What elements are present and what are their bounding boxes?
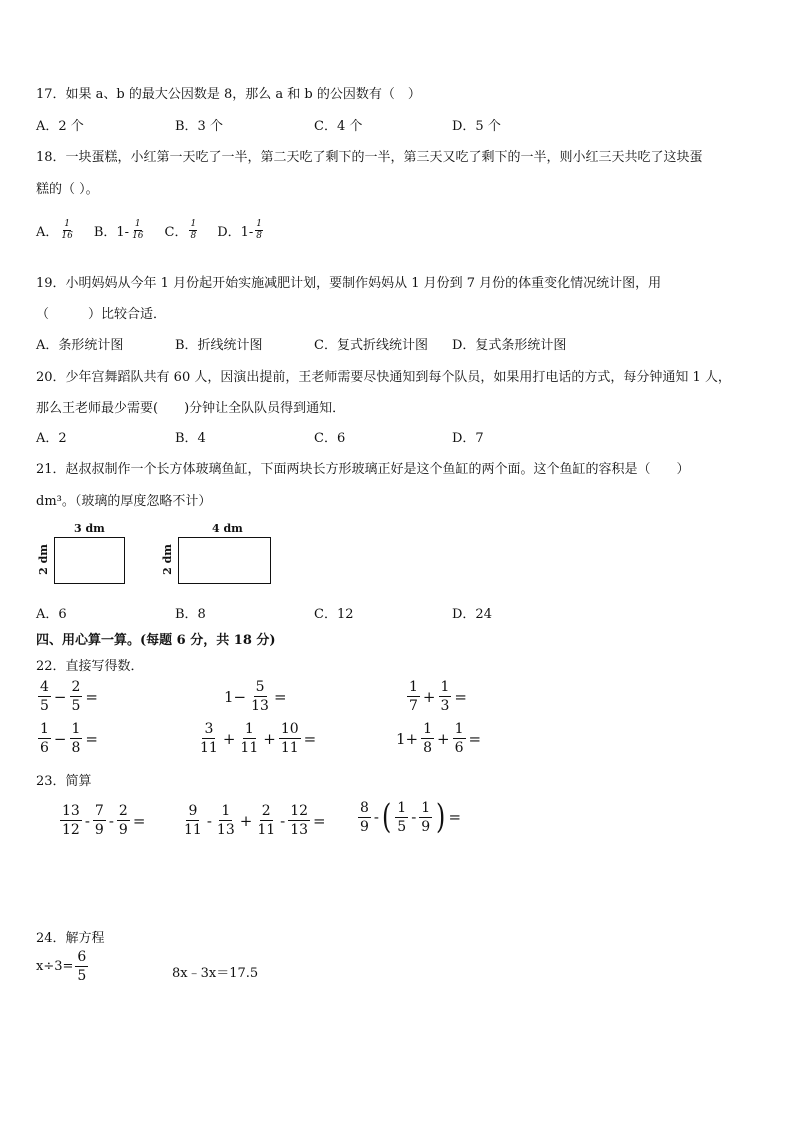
q19-option-b: B．折线统计图 — [175, 338, 263, 353]
q21-option-d: D．24 — [452, 607, 492, 622]
q18-option-c-fraction: $\frac{1}{8}$ — [190, 219, 197, 241]
q21-rect2-length-label: 4 dm — [212, 522, 243, 535]
q21-rect1-width-label: 2 dm — [36, 544, 50, 575]
q22-expr-1: $\frac{4}{5}$ − $\frac{2}{5}$ = — [40, 679, 98, 714]
q23-title: 23．简算 — [36, 774, 92, 789]
q18-option-b-label: B．1- — [93, 225, 130, 240]
q21-stem-line2: dm³。（玻璃的厚度忽略不计） — [36, 494, 212, 509]
q21-rect2-width-label: 2 dm — [160, 544, 174, 575]
q20-stem-line2: 那么王老师最少需要( )分钟让全队队员得到通知． — [36, 401, 346, 416]
q18-option-b-fraction: $\frac{1}{16}$ — [132, 219, 144, 241]
q19-stem-line2: （ ）比较合适． — [36, 307, 167, 322]
q20-stem-line1: 20．少年宫舞蹈队共有 60 人，因演出提前，王老师需要尽快通知到每个队员，如果用打电话的方式，每分钟通知 1 人， — [36, 370, 731, 385]
section-four-title: 四、用心算一算。(每题 6 分，共 18 分) — [36, 633, 276, 648]
q18-option-c-label: C． — [164, 225, 188, 240]
q22-title: 22．直接写得数． — [36, 659, 144, 674]
q24-title: 24．解方程 — [36, 931, 105, 946]
q23-expr-3: $\frac{8}{9}$ - ( $\frac{1}{5}$ - $\frac{1}{9}$ ) = — [360, 797, 462, 837]
q21-rect2 — [178, 537, 271, 584]
q17-option-d: D．5 个 — [452, 119, 501, 134]
q22-expr-2: 1− $\frac{5}{13}$ = — [224, 679, 287, 714]
q22-expr-4: $\frac{1}{6}$ − $\frac{1}{8}$ = — [40, 721, 98, 756]
q17-option-a: A．2 个 — [36, 119, 84, 134]
q18-options — [36, 220, 265, 241]
q21-rect1 — [54, 537, 125, 584]
q22-expr-6: 1+ $\frac{1}{8}$ + $\frac{1}{6}$ = — [396, 721, 482, 756]
q22-expr-3: $\frac{1}{7}$ + $\frac{1}{3}$ = — [409, 679, 467, 714]
q18-option-a-fraction: $\frac{1}{16}$ — [61, 219, 73, 241]
q23-expr-1: $\frac{13}{12}$ - $\frac{7}{9}$ - $\frac{2}{9}$ = — [62, 803, 146, 838]
q20-option-a: A．2 — [36, 431, 67, 446]
q17-option-b: B．3 个 — [175, 119, 223, 134]
q18-stem-line1: 18．一块蛋糕，小红第一天吃了一半，第二天吃了剩下的一半，第三天又吃了剩下的一半，则小红三天共吃了这块蛋 — [36, 150, 703, 165]
q19-option-c: C．复式折线统计图 — [314, 338, 428, 353]
q23-expr-2: $\frac{9}{11}$ - $\frac{1}{13}$ + $\frac{2}{11}$ - $\frac{12}{13}$ = — [184, 803, 326, 838]
q21-stem-line1: 21．赵叔叔制作一个长方体玻璃鱼缸，下面两块长方形玻璃正好是这个鱼缸的两个面。这个鱼缸的容积是（ ） — [36, 462, 690, 477]
q24-equation-1: x÷3= $\frac{6}{5}$ — [36, 949, 87, 984]
q17-option-c: C．4 个 — [314, 119, 363, 134]
q22-expr-5: $\frac{3}{11}$ + $\frac{1}{11}$ + $\frac{10}{11}$ = — [200, 721, 317, 756]
q18-option-d-label: D．1- — [217, 225, 254, 240]
q24-equation-2: 8x﹣3x＝17.5 — [172, 966, 259, 981]
q19-stem-line1: 19．小明妈妈从今年 1 月份起开始实施减肥计划，要制作妈妈从 1 月份到 7 月份的体重变化情况统计图，用 — [36, 276, 662, 291]
q17-stem: 17．如果 a、b 的最大公因数是 8，那么 a 和 b 的公因数有（ ） — [36, 87, 421, 102]
q21-option-c: C．12 — [314, 607, 354, 622]
q19-option-d: D．复式条形统计图 — [452, 338, 567, 353]
q20-option-b: B．4 — [175, 431, 206, 446]
q21-option-a: A．6 — [36, 607, 67, 622]
q20-option-c: C．6 — [314, 431, 346, 446]
q18-stem-line2: 糕的（ ）。 — [36, 182, 99, 197]
q18-option-a-label: A． — [36, 225, 59, 240]
q20-option-d: D．7 — [452, 431, 484, 446]
q19-option-a: A．条形统计图 — [36, 338, 124, 353]
q21-option-b: B．8 — [175, 607, 206, 622]
q21-rect1-length-label: 3 dm — [74, 522, 105, 535]
q18-option-d-fraction: $\frac{1}{8}$ — [256, 219, 263, 241]
